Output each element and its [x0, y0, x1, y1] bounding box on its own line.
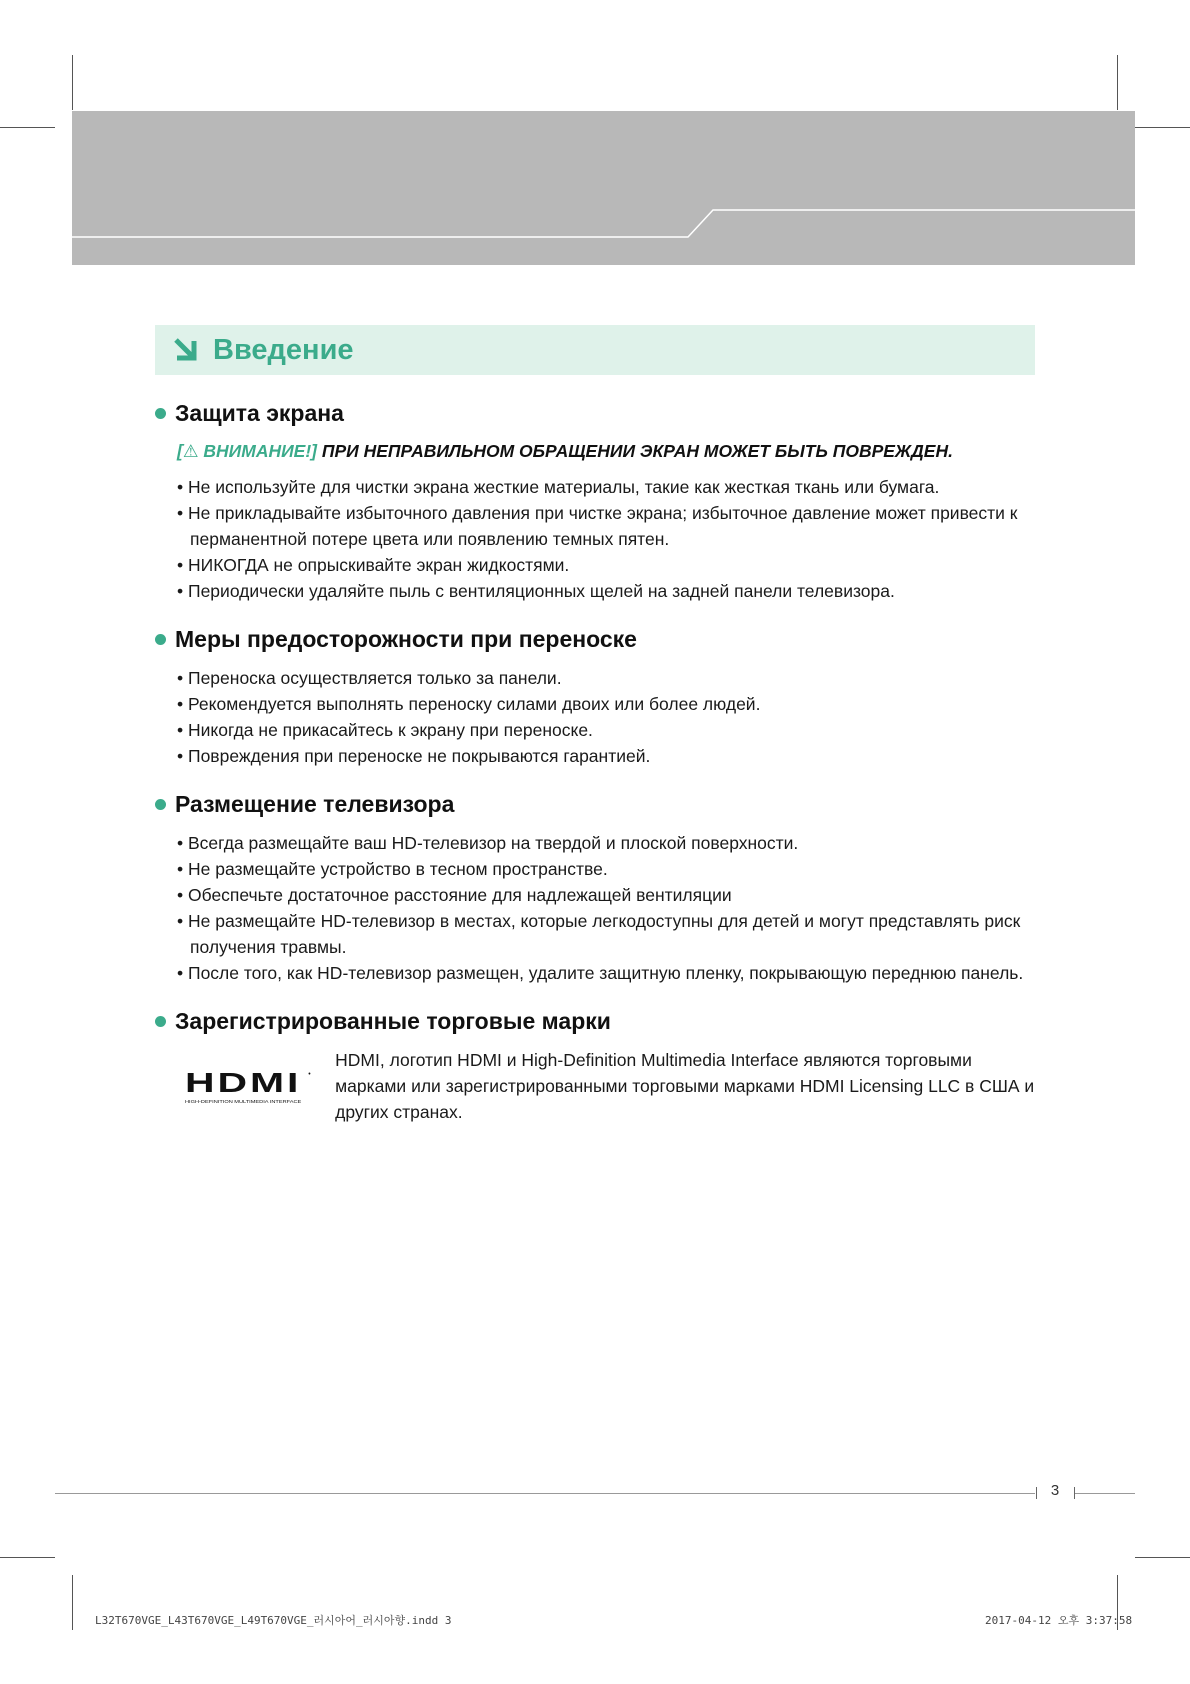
list-item: • Рекомендуется выполнять переноску силами двоих или более людей. [177, 691, 1035, 717]
trademark-row [155, 1047, 1035, 1125]
bullet-icon [155, 634, 166, 645]
list-item: • Всегда размещайте ваш HD-телевизор на твердой и плоской поверхности. [177, 830, 1035, 856]
svg-text:HDMI: HDMI [185, 1066, 302, 1098]
trademark-text: HDMI, логотип HDMI и High-Definition Multimedia Interface являются торговыми марками или зарегистрированными торговыми марками HDMI Licensing LLC в США и других странах. [335, 1050, 1035, 1122]
screen-protection-section [155, 400, 1035, 604]
list-item: • Не прикладывайте избыточного давления при чистке экрана; избыточное давление может привести к перманентной потере цвета или появлению темных пятен. [177, 500, 1035, 552]
list-item: • НИКОГДА не опрыскивайте экран жидкостями. [177, 552, 1035, 578]
crop-mark [1117, 55, 1118, 110]
crop-mark [72, 55, 73, 110]
section-heading: Зарегистрированные торговые марки [155, 1008, 1035, 1035]
bullet-icon [155, 799, 166, 810]
placement-section [155, 791, 1035, 986]
list-item: • Не используйте для чистки экрана жесткие материалы, такие как жесткая ткань или бумага. [177, 474, 1035, 500]
trademarks-section [155, 1008, 1035, 1125]
bullet-list [177, 830, 1035, 986]
warning-label: [⚠ ВНИМАНИЕ!] [177, 441, 318, 461]
crop-mark [72, 1575, 73, 1630]
header-band [72, 111, 1135, 265]
hdmi-logo [185, 1051, 315, 1125]
carrying-section [155, 626, 1035, 769]
bullet-list [177, 474, 1035, 604]
list-item: • Не размещайте HD-телевизор в местах, которые легкодоступны для детей и могут представлять риск получения травмы. [177, 908, 1035, 960]
svg-text:•: • [308, 1071, 311, 1079]
list-item: • Не размещайте устройство в тесном пространстве. [177, 856, 1035, 882]
list-item: • Никогда не прикасайтесь к экрану при переноске. [177, 717, 1035, 743]
bullet-list [177, 665, 1035, 769]
footer-timestamp: 2017-04-12 오후 3:37:58 [985, 1614, 1133, 1627]
bullet-icon [155, 1016, 166, 1027]
crop-mark [0, 1557, 55, 1558]
section-heading: Меры предосторожности при переноске [155, 626, 1035, 653]
section-heading: Размещение телевизора [155, 791, 1035, 818]
footer-filename: L32T670VGE_L43T670VGE_L49T670VGE_러시아어_러시아향.indd 3 [95, 1614, 452, 1627]
section-title-bar [155, 325, 1035, 375]
list-item: • Обеспечьте достаточное расстояние для надлежащей вентиляции [177, 882, 1035, 908]
crop-mark [0, 127, 55, 128]
list-item: • Переноска осуществляется только за панели. [177, 665, 1035, 691]
header-decoration [55, 200, 1135, 240]
list-item: • Повреждения при переноске не покрываются гарантией. [177, 743, 1035, 769]
page-divider [55, 1493, 1035, 1494]
crop-mark [1135, 1557, 1190, 1558]
section-title: Введение [213, 333, 354, 366]
arrow-down-right-icon [173, 337, 199, 363]
page-divider [1075, 1493, 1135, 1494]
svg-text:HIGH-DEFINITION MULTIMEDIA INT: HIGH-DEFINITION MULTIMEDIA INTERFACE [185, 1099, 287, 1105]
page-divider-tick [1036, 1487, 1037, 1499]
crop-mark [1135, 127, 1190, 128]
page-content [155, 400, 1035, 1147]
section-heading: Защита экрана [155, 400, 1035, 427]
bullet-icon [155, 408, 166, 419]
warning-note [177, 441, 1035, 462]
list-item: • После того, как HD-телевизор размещен, удалите защитную пленку, покрывающую переднюю панель. [177, 960, 1035, 986]
list-item: • Периодически удаляйте пыль с вентиляционных щелей на задней панели телевизора. [177, 578, 1035, 604]
warning-text: ПРИ НЕПРАВИЛЬНОМ ОБРАЩЕНИИ ЭКРАН МОЖЕТ БЫТЬ ПОВРЕЖДЕН. [321, 441, 953, 461]
page-number: 3 [1050, 1482, 1060, 1499]
